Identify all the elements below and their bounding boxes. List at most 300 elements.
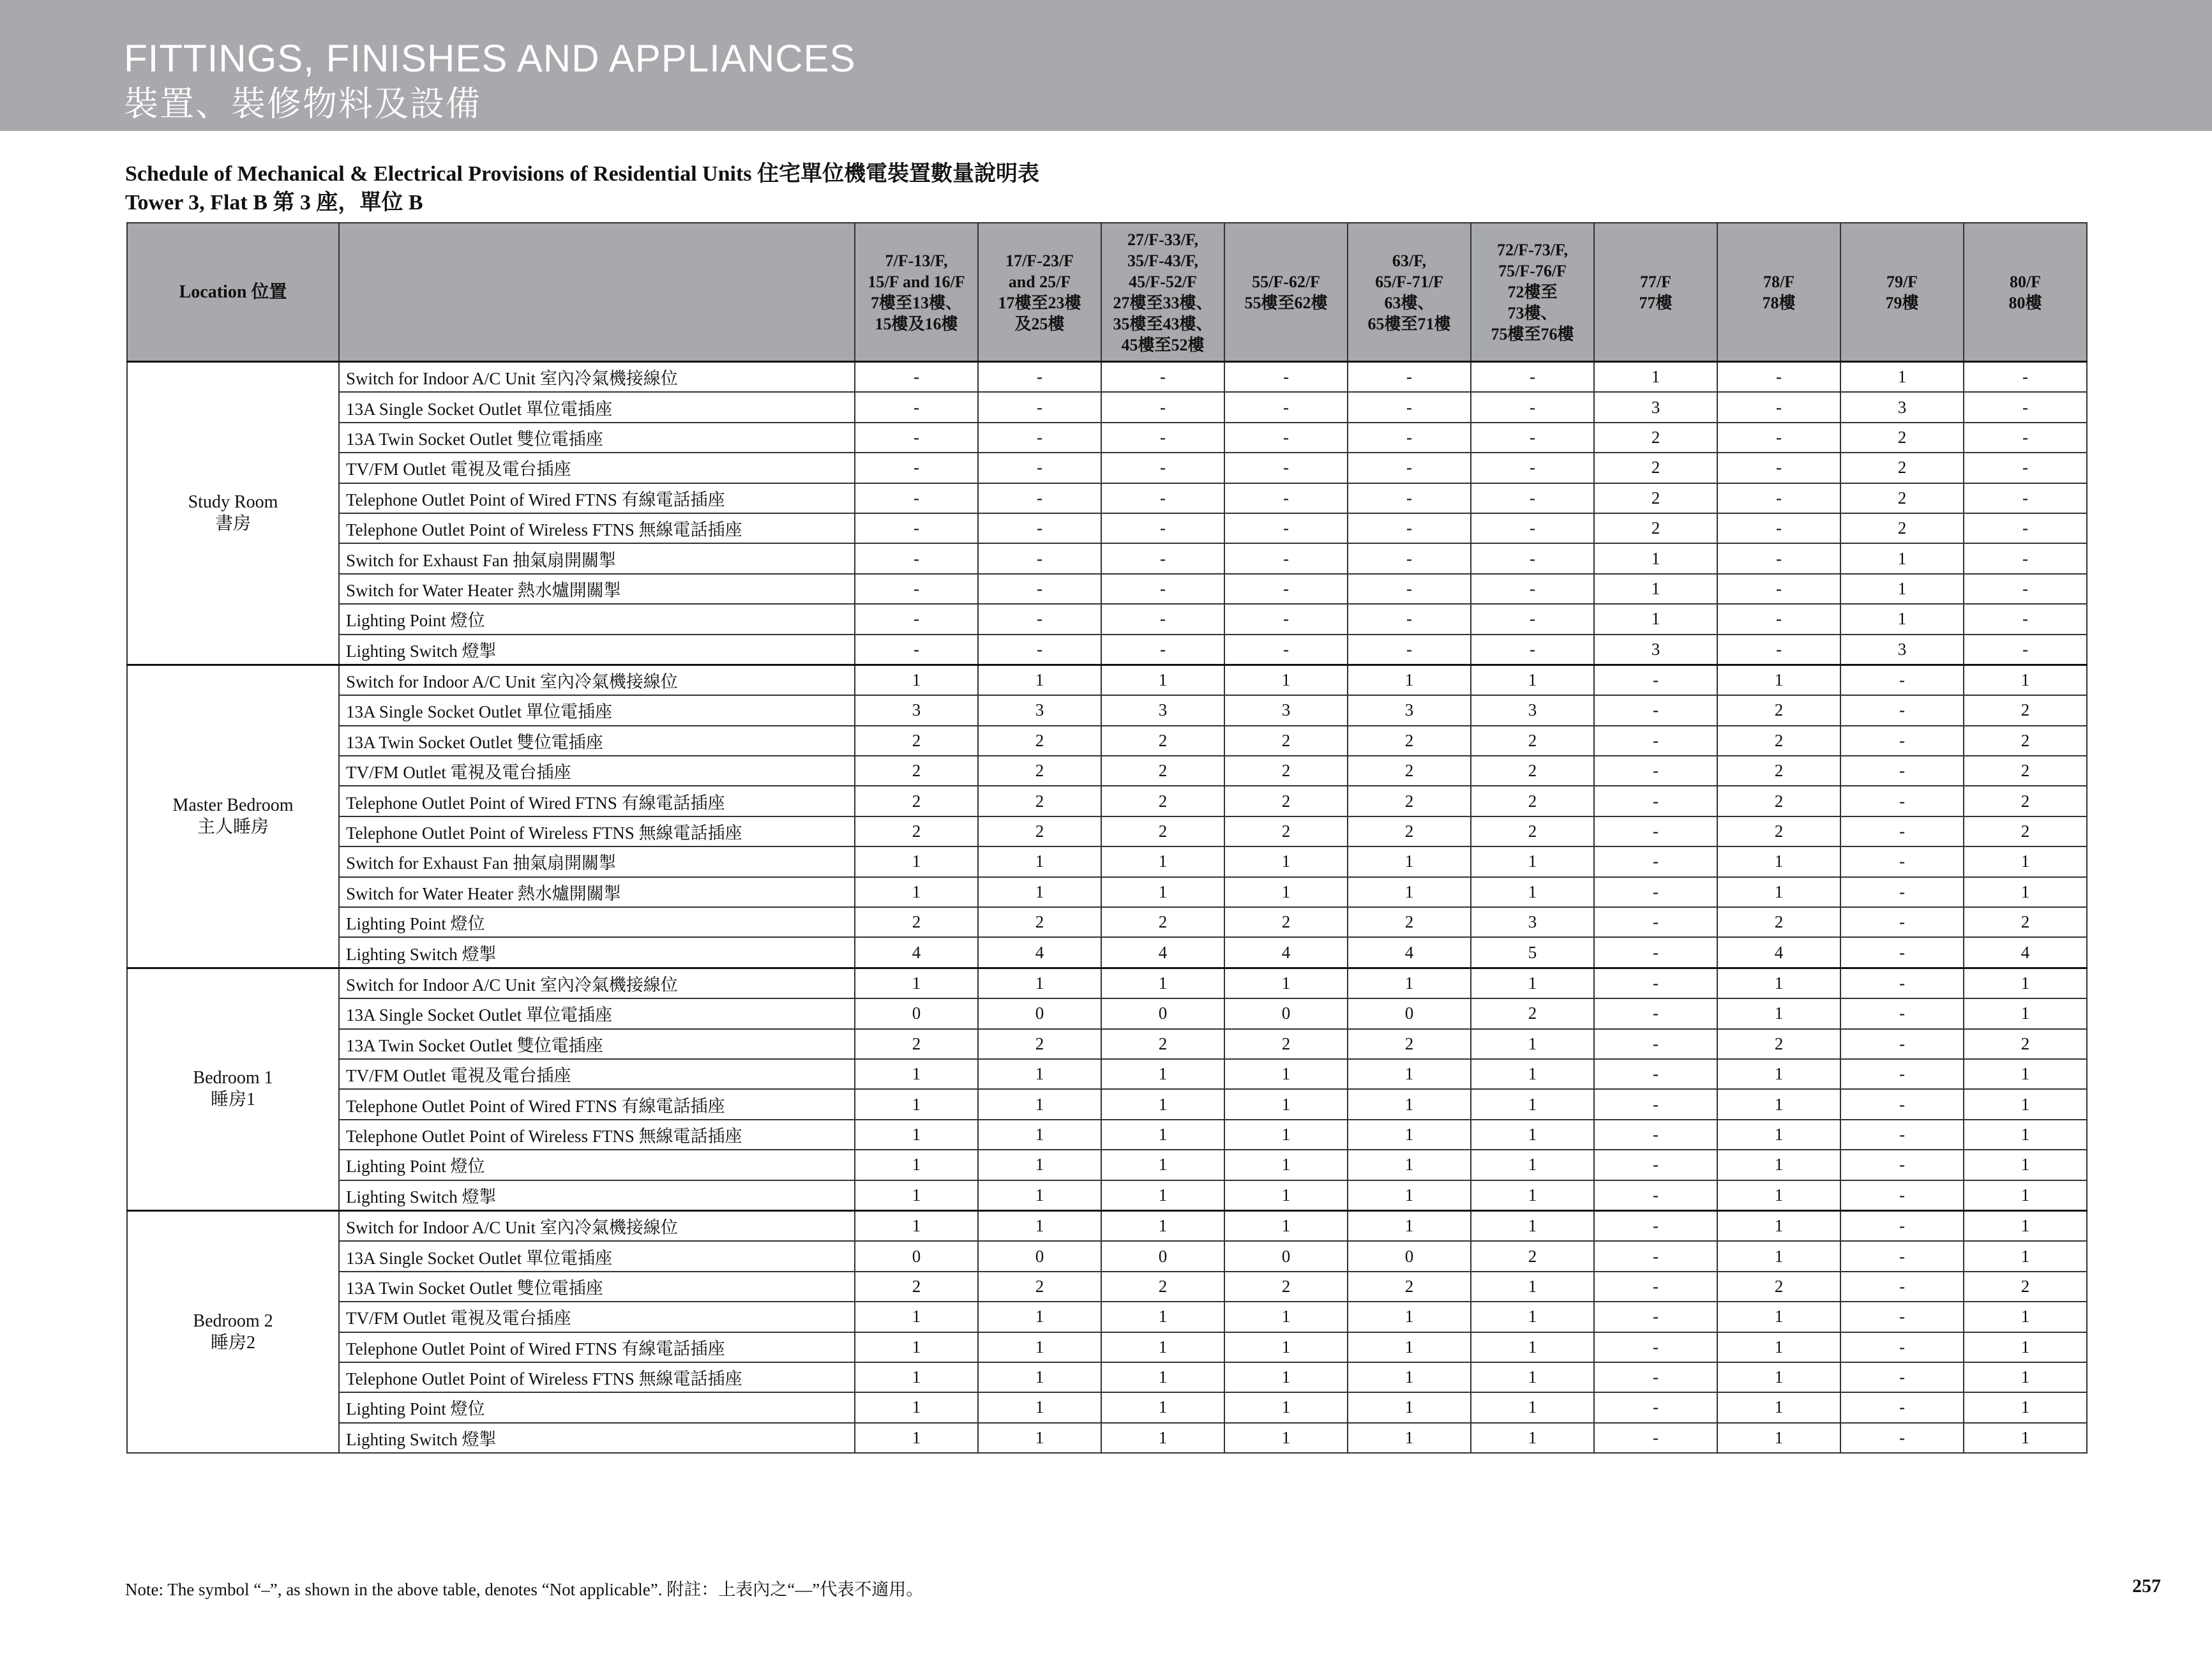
quantity-cell: 2 [1717, 1272, 1840, 1302]
quantity-cell: - [1840, 1210, 1964, 1241]
quantity-cell: 1 [1101, 1120, 1224, 1150]
quantity-cell: 1 [1594, 543, 1717, 573]
quantity-cell: - [1224, 543, 1348, 573]
quantity-cell: 2 [1348, 816, 1471, 846]
quantity-cell: - [1964, 635, 2087, 665]
table-row [127, 907, 2087, 937]
quantity-cell: 1 [978, 1210, 1101, 1241]
quantity-cell: 1 [855, 1180, 978, 1211]
provision-item: 13A Single Socket Outlet 單位電插座 [339, 695, 855, 725]
quantity-cell: 1 [1964, 1120, 2087, 1150]
table-row [127, 816, 2087, 846]
quantity-cell: - [1840, 1423, 1964, 1453]
table-row [127, 1423, 2087, 1453]
quantity-cell: 1 [1471, 1392, 1594, 1422]
quantity-cell: 1 [1964, 877, 2087, 907]
provision-item: Lighting Point 燈位 [339, 1150, 855, 1180]
provision-item: 13A Twin Socket Outlet 雙位電插座 [339, 423, 855, 453]
quantity-cell: 1 [1101, 1089, 1224, 1119]
quantity-cell: - [1840, 998, 1964, 1028]
quantity-cell: - [1348, 392, 1471, 422]
provision-item: Switch for Indoor A/C Unit 室內冷氣機接線位 [339, 1210, 855, 1241]
quantity-cell: - [1717, 543, 1840, 573]
quantity-cell: 1 [978, 1180, 1101, 1211]
quantity-cell: 2 [1348, 726, 1471, 756]
quantity-cell: 1 [1224, 877, 1348, 907]
quantity-cell: 2 [1101, 756, 1224, 786]
quantity-cell: - [1101, 635, 1224, 665]
quantity-cell: - [1717, 604, 1840, 634]
quantity-cell: 1 [1224, 1302, 1348, 1332]
quantity-cell: 2 [1717, 726, 1840, 756]
quantity-cell: 2 [855, 1272, 978, 1302]
quantity-cell: 1 [1348, 1332, 1471, 1362]
quantity-cell: - [1224, 392, 1348, 422]
quantity-cell: - [1840, 1150, 1964, 1180]
quantity-cell: 1 [978, 1423, 1101, 1453]
quantity-cell: - [1224, 362, 1348, 393]
quantity-cell: 3 [1224, 695, 1348, 725]
quantity-cell: 1 [1224, 1210, 1348, 1241]
quantity-cell: 2 [978, 816, 1101, 846]
table-row [127, 756, 2087, 786]
location-cell [127, 665, 339, 968]
quantity-cell: - [1101, 453, 1224, 483]
quantity-cell: 1 [1840, 574, 1964, 604]
table-row [127, 1089, 2087, 1119]
provision-item: Telephone Outlet Point of Wireless FTNS 無線電話插座 [339, 816, 855, 846]
provision-item: Switch for Water Heater 熱水爐開關掣 [339, 877, 855, 907]
quantity-cell: 1 [978, 1302, 1101, 1332]
quantity-cell: - [1471, 483, 1594, 513]
quantity-cell: 2 [1224, 786, 1348, 816]
quantity-cell: 1 [1471, 1180, 1594, 1211]
quantity-cell: 1 [978, 665, 1101, 695]
quantity-cell: 1 [1717, 1059, 1840, 1089]
quantity-cell: 2 [1101, 786, 1224, 816]
provision-item: Switch for Indoor A/C Unit 室內冷氣機接線位 [339, 968, 855, 998]
quantity-cell: 2 [1348, 1029, 1471, 1059]
quantity-cell: 1 [1101, 1059, 1224, 1089]
table-row [127, 392, 2087, 422]
quantity-cell: - [1840, 1120, 1964, 1150]
quantity-cell: - [1594, 1150, 1717, 1180]
quantity-cell: 1 [1964, 998, 2087, 1028]
quantity-cell: - [1594, 1089, 1717, 1119]
quantity-cell: 1 [1964, 1241, 2087, 1271]
quantity-cell: 1 [1471, 1120, 1594, 1150]
quantity-cell: - [855, 604, 978, 634]
quantity-cell: - [1717, 392, 1840, 422]
column-header: 55/F-62/F 55樓至62樓 [1224, 223, 1348, 362]
provision-item: Switch for Water Heater 熱水爐開關掣 [339, 574, 855, 604]
quantity-cell: 3 [855, 695, 978, 725]
quantity-cell: 1 [855, 1423, 978, 1453]
quantity-cell: - [1964, 574, 2087, 604]
location-cell [127, 1210, 339, 1453]
provision-item: Lighting Switch 燈掣 [339, 635, 855, 665]
quantity-cell: 4 [1717, 937, 1840, 968]
quantity-cell: 1 [1840, 362, 1964, 393]
quantity-cell: 1 [1348, 968, 1471, 998]
quantity-cell: 1 [1224, 1089, 1348, 1119]
quantity-cell: - [1224, 574, 1348, 604]
quantity-cell: 1 [1964, 1332, 2087, 1362]
quantity-cell: - [855, 483, 978, 513]
quantity-cell: 1 [1348, 1392, 1471, 1422]
quantity-cell: - [1594, 1059, 1717, 1089]
quantity-cell: 2 [1101, 1272, 1224, 1302]
quantity-cell: 1 [855, 1332, 978, 1362]
quantity-cell: - [1348, 423, 1471, 453]
quantity-cell: 2 [1224, 816, 1348, 846]
quantity-cell: 2 [1840, 453, 1964, 483]
table-row [127, 846, 2087, 876]
quantity-cell: - [1471, 543, 1594, 573]
quantity-cell: 2 [1840, 423, 1964, 453]
quantity-cell: - [978, 574, 1101, 604]
quantity-cell: 1 [1964, 1150, 2087, 1180]
quantity-cell: 1 [855, 1120, 978, 1150]
quantity-cell: 1 [1717, 968, 1840, 998]
quantity-cell: - [1224, 483, 1348, 513]
quantity-cell: - [1101, 513, 1224, 543]
quantity-cell: 2 [1717, 695, 1840, 725]
column-header: 7/F-13/F, 15/F and 16/F 7樓至13樓、 15樓及16樓 [855, 223, 978, 362]
quantity-cell: - [1840, 786, 1964, 816]
quantity-cell: 2 [1471, 816, 1594, 846]
quantity-cell: 1 [1717, 1241, 1840, 1271]
quantity-cell: 1 [1471, 877, 1594, 907]
quantity-cell: - [1594, 877, 1717, 907]
quantity-cell: 1 [978, 1362, 1101, 1392]
quantity-cell: 1 [1964, 846, 2087, 876]
quantity-cell: 2 [1840, 483, 1964, 513]
quantity-cell: 1 [1717, 846, 1840, 876]
column-header: 78/F 78樓 [1717, 223, 1840, 362]
quantity-cell: 2 [855, 907, 978, 937]
table-row [127, 998, 2087, 1028]
location-name-en: Study Room [188, 492, 278, 512]
quantity-cell: 2 [1348, 907, 1471, 937]
provision-item: Lighting Switch 燈掣 [339, 1180, 855, 1211]
quantity-cell: 1 [1717, 1423, 1840, 1453]
quantity-cell: 3 [1471, 907, 1594, 937]
location-name-zh: 睡房1 [210, 1090, 255, 1110]
quantity-cell: - [1840, 665, 1964, 695]
quantity-cell: 1 [855, 846, 978, 876]
quantity-cell: - [1840, 846, 1964, 876]
quantity-cell: - [1594, 1180, 1717, 1211]
quantity-cell: - [1840, 1089, 1964, 1119]
quantity-cell: - [1840, 1302, 1964, 1332]
quantity-cell: 2 [1471, 786, 1594, 816]
quantity-cell: - [1471, 513, 1594, 543]
quantity-cell: 2 [1471, 756, 1594, 786]
quantity-cell: 4 [1101, 937, 1224, 968]
quantity-cell: - [1840, 695, 1964, 725]
quantity-cell: - [1964, 362, 2087, 393]
location-name-zh: 睡房2 [210, 1332, 255, 1353]
table-row [127, 1120, 2087, 1150]
table-row [127, 726, 2087, 756]
table-row [127, 1059, 2087, 1089]
quantity-cell: 1 [1964, 1210, 2087, 1241]
provision-item: Lighting Switch 燈掣 [339, 937, 855, 968]
quantity-cell: 2 [978, 1029, 1101, 1059]
column-header: 79/F 79樓 [1840, 223, 1964, 362]
quantity-cell: - [1224, 423, 1348, 453]
quantity-cell: - [1840, 877, 1964, 907]
quantity-cell: - [1964, 392, 2087, 422]
quantity-cell: 3 [1840, 392, 1964, 422]
quantity-cell: - [978, 483, 1101, 513]
table-row [127, 513, 2087, 543]
quantity-cell: - [1594, 1241, 1717, 1271]
quantity-cell: - [1594, 1423, 1717, 1453]
quantity-cell: - [1594, 816, 1717, 846]
quantity-cell: 1 [855, 877, 978, 907]
quantity-cell: - [1840, 1241, 1964, 1271]
table-row [127, 423, 2087, 453]
column-header: 27/F-33/F, 35/F-43/F, 45/F-52/F 27樓至33樓、 35樓至43樓、 45樓至52樓 [1101, 223, 1224, 362]
quantity-cell: 0 [1348, 1241, 1471, 1271]
title-banner [0, 0, 2212, 131]
quantity-cell: - [1348, 453, 1471, 483]
quantity-cell: - [1348, 574, 1471, 604]
quantity-cell: 1 [1348, 1180, 1471, 1211]
quantity-cell: - [1594, 846, 1717, 876]
quantity-cell: 2 [1964, 726, 2087, 756]
table-row [127, 1332, 2087, 1362]
quantity-cell: 1 [978, 1392, 1101, 1422]
quantity-cell: 1 [855, 1210, 978, 1241]
quantity-cell: - [1964, 604, 2087, 634]
quantity-cell: - [1840, 1362, 1964, 1392]
quantity-cell: - [1101, 604, 1224, 634]
provision-item: Telephone Outlet Point of Wireless FTNS 無線電話插座 [339, 1120, 855, 1150]
quantity-cell: - [1594, 1029, 1717, 1059]
quantity-cell: 2 [1840, 513, 1964, 543]
quantity-cell: 2 [1964, 816, 2087, 846]
quantity-cell: - [1224, 604, 1348, 634]
quantity-cell: 1 [1964, 1180, 2087, 1211]
quantity-cell: 2 [1224, 756, 1348, 786]
quantity-cell: - [1717, 635, 1840, 665]
quantity-cell: 1 [1348, 877, 1471, 907]
quantity-cell: 1 [855, 1362, 978, 1392]
quantity-cell: 1 [1348, 665, 1471, 695]
quantity-cell: - [1840, 1029, 1964, 1059]
table-row [127, 635, 2087, 665]
quantity-cell: 1 [1717, 1180, 1840, 1211]
quantity-cell: 1 [1964, 1362, 2087, 1392]
quantity-cell: 1 [1101, 1302, 1224, 1332]
quantity-cell: - [1594, 786, 1717, 816]
quantity-cell: 1 [1964, 1059, 2087, 1089]
quantity-cell: - [1594, 1302, 1717, 1332]
quantity-cell: - [1348, 543, 1471, 573]
quantity-cell: 1 [1717, 665, 1840, 695]
quantity-cell: 1 [855, 1089, 978, 1119]
quantity-cell: - [1348, 362, 1471, 393]
quantity-cell: - [1101, 423, 1224, 453]
quantity-cell: 1 [1471, 1423, 1594, 1453]
quantity-cell: - [1594, 998, 1717, 1028]
quantity-cell: 1 [1224, 1150, 1348, 1180]
quantity-cell: 1 [1471, 1302, 1594, 1332]
quantity-cell: - [1840, 1332, 1964, 1362]
quantity-cell: 4 [1224, 937, 1348, 968]
quantity-cell: 2 [1964, 1272, 2087, 1302]
quantity-cell: - [1964, 513, 2087, 543]
quantity-cell: 0 [1101, 1241, 1224, 1271]
location-name-en: Bedroom 2 [193, 1311, 273, 1331]
quantity-cell: 1 [1101, 846, 1224, 876]
quantity-cell: - [1594, 1120, 1717, 1150]
location-name-zh: 書房 [214, 513, 251, 534]
quantity-cell: - [1717, 453, 1840, 483]
quantity-cell: - [1471, 574, 1594, 604]
quantity-cell: - [1594, 695, 1717, 725]
quantity-cell: 1 [1717, 1089, 1840, 1119]
quantity-cell: 1 [1224, 1059, 1348, 1089]
quantity-cell: 1 [1348, 1089, 1471, 1119]
quantity-cell: 2 [978, 756, 1101, 786]
quantity-cell: 4 [1348, 937, 1471, 968]
provision-item: 13A Twin Socket Outlet 雙位電插座 [339, 1272, 855, 1302]
quantity-cell: 4 [978, 937, 1101, 968]
table-row [127, 1241, 2087, 1271]
quantity-cell: 2 [1964, 1029, 2087, 1059]
quantity-cell: 1 [1594, 574, 1717, 604]
quantity-cell: 1 [1224, 968, 1348, 998]
flat-heading: Tower 3, Flat B 第 3 座，單位 B [125, 191, 423, 214]
column-header: 17/F-23/F and 25/F 17樓至23樓 及25樓 [978, 223, 1101, 362]
quantity-cell: 1 [1964, 1089, 2087, 1119]
quantity-cell: - [1101, 543, 1224, 573]
location-cell [127, 362, 339, 665]
quantity-cell: 1 [1471, 1059, 1594, 1089]
quantity-cell: 2 [978, 786, 1101, 816]
quantity-cell: - [1594, 756, 1717, 786]
provision-item: Telephone Outlet Point of Wired FTNS 有線電話插座 [339, 483, 855, 513]
quantity-cell: 1 [1471, 1272, 1594, 1302]
quantity-cell: - [1594, 1272, 1717, 1302]
table-row [127, 604, 2087, 634]
quantity-cell: - [1471, 635, 1594, 665]
quantity-cell: - [855, 453, 978, 483]
banner-title-en: FITTINGS, FINISHES AND APPLIANCES [124, 37, 856, 80]
quantity-cell: - [1840, 1272, 1964, 1302]
quantity-cell: 1 [1840, 543, 1964, 573]
quantity-cell: - [978, 362, 1101, 393]
quantity-cell: 1 [1348, 1059, 1471, 1089]
quantity-cell: - [1471, 362, 1594, 393]
quantity-cell: - [1224, 513, 1348, 543]
location-name-en: Master Bedroom [172, 795, 294, 815]
quantity-cell: 2 [1594, 483, 1717, 513]
quantity-cell: 1 [1348, 1423, 1471, 1453]
quantity-cell: - [1594, 1392, 1717, 1422]
location-cell [127, 968, 339, 1210]
provision-item: Lighting Point 燈位 [339, 907, 855, 937]
quantity-cell: - [978, 635, 1101, 665]
quantity-cell: 1 [1471, 846, 1594, 876]
quantity-cell: 1 [855, 968, 978, 998]
provision-item: TV/FM Outlet 電視及電台插座 [339, 453, 855, 483]
quantity-cell: - [1594, 937, 1717, 968]
quantity-cell: 2 [1594, 423, 1717, 453]
page-number: 257 [2132, 1575, 2161, 1597]
quantity-cell: 1 [1471, 1362, 1594, 1392]
quantity-cell: 2 [1471, 1241, 1594, 1271]
quantity-cell: - [1840, 968, 1964, 998]
quantity-cell: 1 [855, 665, 978, 695]
quantity-cell: 1 [1224, 1120, 1348, 1150]
quantity-cell: 1 [978, 1059, 1101, 1089]
quantity-cell: 1 [1964, 1392, 2087, 1422]
quantity-cell: 1 [1717, 1210, 1840, 1241]
table-header-row [127, 223, 2087, 362]
quantity-cell: - [1594, 968, 1717, 998]
table-row [127, 1210, 2087, 1241]
column-header: 80/F 80樓 [1964, 223, 2087, 362]
provision-item: Switch for Indoor A/C Unit 室內冷氣機接線位 [339, 362, 855, 393]
provision-item: Lighting Switch 燈掣 [339, 1423, 855, 1453]
provision-item: Lighting Point 燈位 [339, 604, 855, 634]
provision-item: Telephone Outlet Point of Wireless FTNS 無線電話插座 [339, 513, 855, 543]
banner-title-zh: 裝置、裝修物料及設備 [124, 84, 481, 124]
provision-item: 13A Single Socket Outlet 單位電插座 [339, 1241, 855, 1271]
provision-item: 13A Single Socket Outlet 單位電插座 [339, 392, 855, 422]
quantity-cell: - [1964, 453, 2087, 483]
quantity-cell: 1 [855, 1302, 978, 1332]
quantity-cell: - [1471, 392, 1594, 422]
quantity-cell: 1 [978, 968, 1101, 998]
quantity-cell: - [1840, 1180, 1964, 1211]
provision-item: TV/FM Outlet 電視及電台插座 [339, 1302, 855, 1332]
quantity-cell: 1 [1101, 1392, 1224, 1422]
quantity-cell: 1 [1348, 846, 1471, 876]
quantity-cell: 1 [1101, 1150, 1224, 1180]
quantity-cell: - [855, 423, 978, 453]
provision-item: 13A Twin Socket Outlet 雙位電插座 [339, 1029, 855, 1059]
quantity-cell: - [1348, 635, 1471, 665]
quantity-cell: - [1717, 513, 1840, 543]
quantity-cell: 1 [1964, 1302, 2087, 1332]
quantity-cell: 1 [1101, 665, 1224, 695]
quantity-cell: 2 [1224, 726, 1348, 756]
table-body [127, 362, 2087, 1454]
quantity-cell: - [855, 574, 978, 604]
quantity-cell: 1 [1717, 877, 1840, 907]
quantity-cell: 1 [978, 1150, 1101, 1180]
table-row [127, 574, 2087, 604]
provision-item: Switch for Exhaust Fan 抽氣扇開關掣 [339, 543, 855, 573]
quantity-cell: 1 [1101, 1423, 1224, 1453]
table-row [127, 937, 2087, 968]
quantity-cell: - [1964, 483, 2087, 513]
quantity-cell: 2 [1964, 695, 2087, 725]
quantity-cell: - [978, 453, 1101, 483]
quantity-cell: 2 [855, 816, 978, 846]
table-row [127, 786, 2087, 816]
table-row [127, 1392, 2087, 1422]
quantity-cell: 0 [1224, 1241, 1348, 1271]
quantity-cell: 5 [1471, 937, 1594, 968]
quantity-cell: - [1471, 453, 1594, 483]
